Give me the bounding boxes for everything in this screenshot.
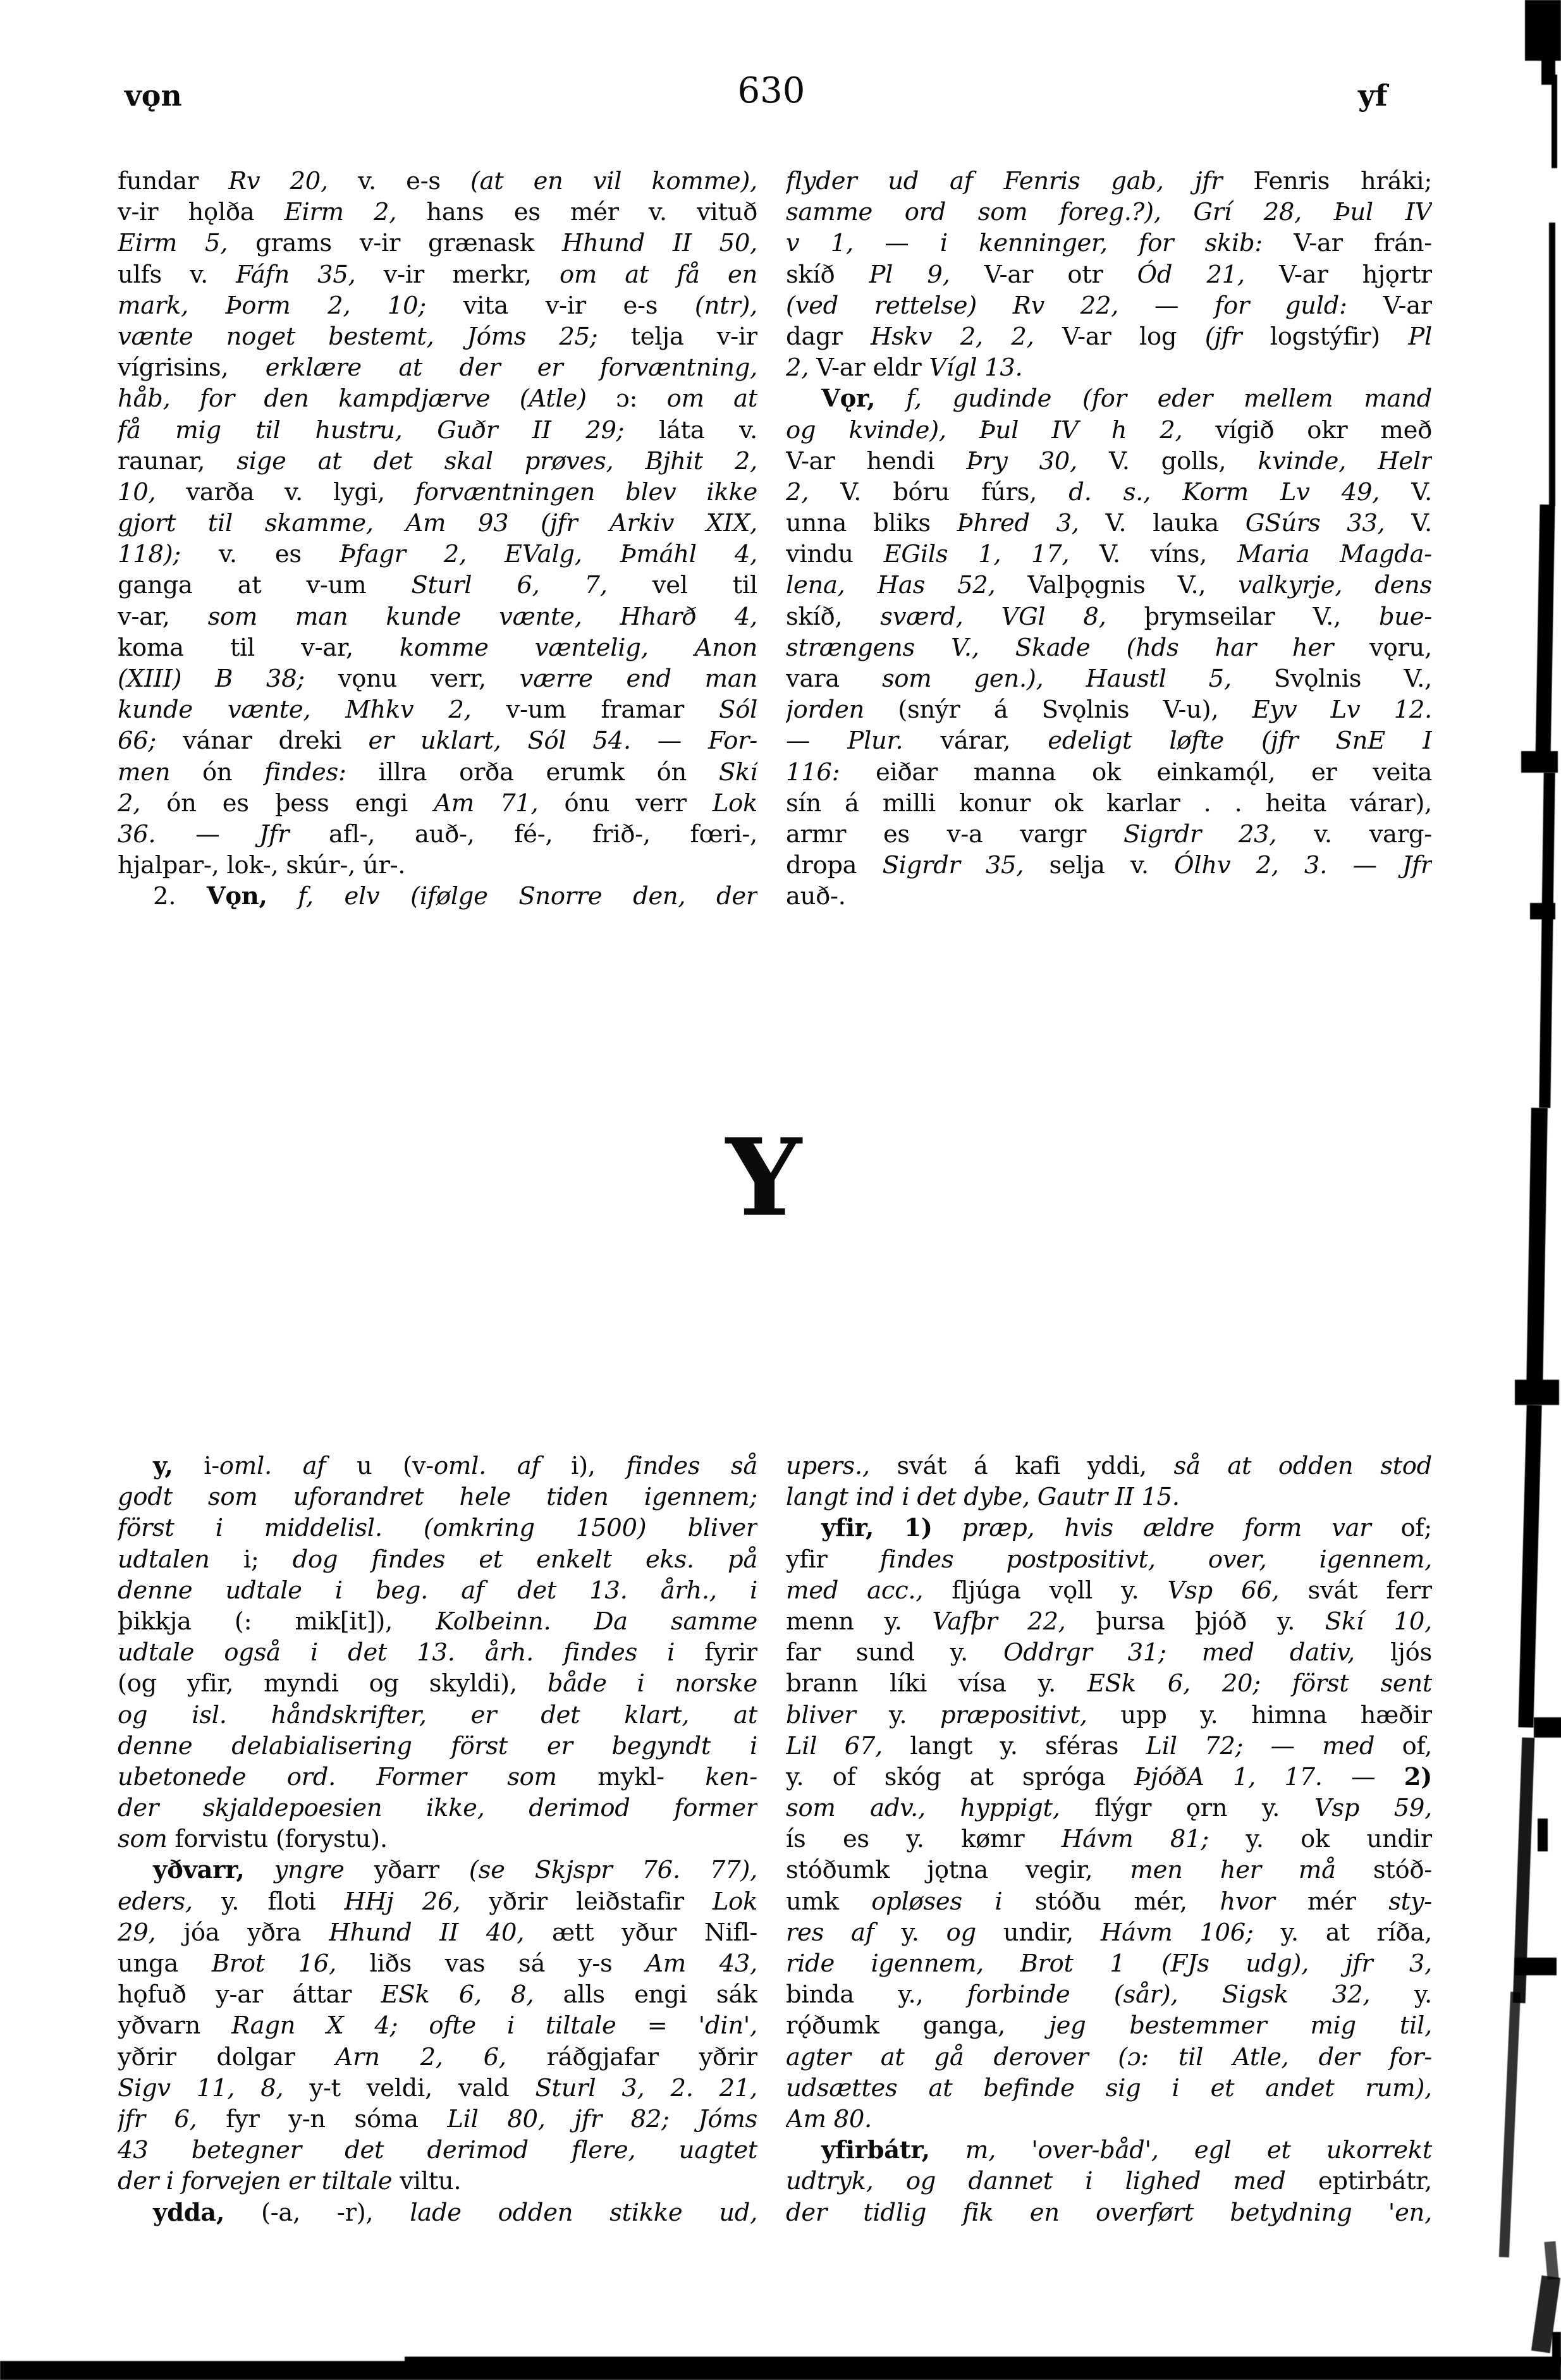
text-line: mark, Þorm 2, 10; vita v-ir e-s (ntr),: [118, 291, 757, 320]
text-line: Vǫr, f, gudinde (for eder mellem mand: [821, 384, 1432, 414]
text-line: håb, for den kampdjærve (Atle) ɔ: om at: [118, 384, 757, 414]
text-line: 10, varða v. lygi, forvæntningen blev ikke: [118, 477, 757, 506]
text-line: yfir findes postpositivt, over, igennem,: [786, 1545, 1432, 1574]
top-right-column: [786, 166, 1432, 912]
text-line: udtalen i; dog findes et enkelt eks. på: [118, 1545, 757, 1574]
scan-artifact: [1544, 2241, 1558, 2279]
text-line: dagr Hskv 2, 2, V-ar log (jfr logstýfir) Pl: [786, 322, 1432, 351]
scan-artifact: [1530, 903, 1555, 919]
text-line: og kvinde), Þul IV h 2, vígið okr með: [786, 415, 1432, 445]
text-line: först i middelisl. (omkring 1500) bliver: [118, 1514, 757, 1543]
bottom-right-column: [786, 1451, 1432, 2228]
text-line: 2. Vǫn, f, elv (ifølge Snorre den, der: [153, 882, 757, 911]
text-line: langt ind i det dybe, Gautr II 15.: [786, 1483, 1180, 1512]
text-line: vænte noget bestemt, Jóms 25; telja v-ir: [118, 322, 757, 351]
page-number: 630: [737, 70, 805, 111]
text-line: ydda, (-a, -r), lade odden stikke ud,: [153, 2198, 757, 2227]
scan-artifact: [1499, 1992, 1521, 2257]
text-line: 2, ón es þess engi Am 71, ónu verr Lok: [118, 788, 757, 818]
text-line: vara som gen.), Haustl 5, Svǫlnis V.,: [786, 665, 1432, 693]
text-line: gjort til skamme, Am 93 (jfr Arkiv XIX,: [118, 509, 757, 538]
text-line: dropa Sigrdr 35, selja v. Ólhv 2, 3. — Jfr: [786, 851, 1432, 880]
text-line: ganga at v-um Sturl 6, 7, vel til: [118, 571, 757, 600]
text-line: bliver y. præpositivt, upp y. himna hæðir: [786, 1700, 1432, 1729]
text-line: V-ar hendi Þry 30, V. golls, kvinde, Helr: [786, 446, 1432, 475]
text-line: unga Brot 16, liðs vas sá y-s Am 43,: [118, 1949, 757, 1978]
scan-artifact: [1538, 1819, 1548, 1851]
text-line: 43 betegner det derimod flere, uagtet: [118, 2136, 757, 2165]
text-line: som forvistu (forystu).: [118, 1825, 388, 1854]
section-divider-letter: Y: [726, 1115, 802, 1240]
text-line: menn y. Vafþr 22, þursa þjóð y. Skí 10,: [786, 1607, 1432, 1636]
text-line: denne udtale i beg. af det 13. årh., i: [118, 1576, 757, 1605]
text-line: koma til v-ar, komme væntelig, Anon: [118, 633, 757, 662]
text-line: armr es v-a vargr Sigrdr 23, v. varg-: [786, 819, 1432, 849]
text-line: og isl. håndskrifter, er det klart, at: [118, 1700, 757, 1729]
text-line: far sund y. Oddrgr 31; med dativ, ljós: [786, 1638, 1432, 1667]
text-line: der i forvejen er tiltale viltu.: [118, 2167, 462, 2196]
text-line: 36. — Jfr afl-, auð-, fé-, frið-, fœri-,: [118, 819, 757, 849]
text-line: udtryk, og dannet i lighed med eptirbátr,: [786, 2167, 1432, 2196]
text-line: skíð Pl 9, V-ar otr Ód 21, V-ar hjǫrtr: [786, 260, 1432, 289]
text-line: flyder ud af Fenris gab, jfr Fenris hráki;: [786, 167, 1432, 195]
text-line: skíð, sværd, VGl 8, þrymseilar V., bue-: [786, 602, 1432, 631]
text-line: vígrisins, erklære at der er forvæntning,: [118, 353, 757, 383]
running-head-left: vǫn: [125, 78, 182, 113]
text-line: yðvarn Ragn X 4; ofte i tiltale = 'din',: [118, 2011, 757, 2040]
scan-artifact: [1539, 773, 1555, 1108]
scan-artifact: [0, 2361, 1561, 2380]
text-line: unna bliks Þhred 3, V. lauka GSúrs 33, V.: [786, 509, 1432, 538]
text-line: få mig til hustru, Guðr II 29; láta v.: [118, 415, 757, 445]
text-line: umk opløses i stóðu mér, hvor mér sty-: [786, 1887, 1432, 1916]
text-line: raunar, sige at det skal prøves, Bjhit 2,: [118, 446, 757, 475]
text-line: (XIII) B 38; vǫnu verr, værre end man: [118, 665, 757, 693]
text-line: þikkja (: mik[it]), Kolbeinn. Da samme: [118, 1607, 757, 1636]
text-line: (og yfir, myndi og skyldi), både i norske: [118, 1669, 757, 1698]
text-line: yðrir dolgar Arn 2, 6, ráðgjafar yðrir: [118, 2042, 757, 2071]
scan-artifact: [1515, 1380, 1559, 1405]
text-line: hǫfuð y-ar áttar ESk 6, 8, alls engi sák: [118, 1980, 757, 2009]
text-line: men ón findes: illra orða erumk ón Skí: [118, 758, 757, 787]
text-line: udtale også i det 13. årh. findes i fyrir: [118, 1638, 757, 1667]
text-line: v-ir hǫlða Eirm 2, hans es mér v. vituð: [118, 198, 757, 227]
text-line: strængens V., Skade (hds har her vǫru,: [786, 633, 1432, 662]
text-line: udsættes at befinde sig i et andet rum),: [786, 2073, 1432, 2102]
text-line: 116: eiðar manna ok einkamǫ́l, er veita: [786, 758, 1432, 787]
scan-artifact: [1525, 0, 1561, 61]
text-line: brann líki vísa y. ESk 6, 20; först sent: [786, 1669, 1432, 1698]
text-line: v 1, — i kenninger, for skib: V-ar frán-: [786, 229, 1432, 258]
text-line: y. of skóg at spróga ÞjóðA 1, 17. — 2): [786, 1762, 1432, 1791]
text-line: denne delabialisering först er begyndt i: [118, 1731, 757, 1760]
text-line: der tidlig fik en overført betydning 'en,: [786, 2198, 1432, 2227]
top-left-column: [118, 166, 757, 912]
text-line: res af y. og undir, Hávm 106; y. at ríða,: [786, 1918, 1432, 1947]
text-line: lena, Has 52, Valþǫgnis V., valkyrje, dens: [786, 571, 1432, 600]
text-line: der skjaldepoesien ikke, derimod former: [118, 1794, 757, 1823]
text-line: ulfs v. Fáfn 35, v-ir merkr, om at få en: [118, 260, 757, 289]
text-line: ubetonede ord. Former som mykl- ken-: [118, 1762, 757, 1791]
scan-artifact: [1549, 223, 1555, 506]
text-line: sín á milli konur ok karlar . . heita várar),: [786, 788, 1432, 818]
text-line: ís es y. kømr Hávm 81; y. ok undir: [786, 1825, 1432, 1854]
text-line: yfir, 1) præp, hvis ældre form var of;: [821, 1514, 1432, 1543]
text-line: — Plur. várar, edeligt løfte (jfr SnE I: [786, 727, 1432, 756]
text-line: stóðumk jǫtna vegir, men her må stóð-: [786, 1856, 1432, 1885]
text-line: hjalpar-, lok-, skúr-, úr-.: [118, 851, 406, 880]
text-line: med acc., fljúga vǫll y. Vsp 66, svát ferr: [786, 1576, 1432, 1605]
text-line: Eirm 5, grams v-ir grænask Hhund II 50,: [118, 229, 757, 258]
text-line: 2, V-ar eldr Vígl 13.: [786, 353, 1023, 383]
text-line: Am 80.: [786, 2104, 872, 2133]
text-line: y, i-oml. af u (v-oml. af i), findes så: [153, 1452, 757, 1480]
text-line: 2, V. bóru fúrs, d. s., Korm Lv 49, V.: [786, 477, 1432, 506]
text-line: fundar Rv 20, v. e-s (at en vil komme),: [118, 167, 757, 195]
running-head-right: yf: [1358, 78, 1388, 113]
bottom-left-column: [118, 1451, 757, 2228]
text-line: som adv., hyppigt, flýgr ǫrn y. Vsp 59,: [786, 1794, 1432, 1823]
text-line: 118); v. es Þfagr 2, EValg, Þmáhl 4,: [118, 540, 757, 569]
text-line: yfirbátr, m, 'over-båd', egl et ukorrekt: [821, 2136, 1432, 2165]
text-line: (ved rettelse) Rv 22, — for guld: V-ar: [786, 291, 1432, 320]
scan-artifact: [1518, 1405, 1541, 1727]
text-line: agter at gå derover (ɔ: til Atle, der for-: [786, 2042, 1432, 2071]
text-line: Lil 67, langt y. sféras Lil 72; — med of,: [786, 1731, 1432, 1760]
text-line: binda y., forbinde (sår), Sigsk 32, y.: [786, 1980, 1432, 2009]
text-line: samme ord som foreg.?), Grí 28, Þul IV: [786, 198, 1432, 227]
scan-artifact: [1515, 1958, 1557, 1975]
text-line: jfr 6, fyr y-n sóma Lil 80, jfr 82; Jóms: [118, 2104, 757, 2133]
text-line: kunde vænte, Mhkv 2, v-um framar Sól: [118, 696, 757, 725]
text-line: 29, jóa yðra Hhund II 40, ætt yður Nifl-: [118, 1918, 757, 1947]
text-line: vindu EGils 1, 17, V. víns, Maria Magda-: [786, 540, 1432, 569]
text-line: 66; vánar dreki er uklart, Sól 54. — For-: [118, 727, 757, 756]
scan-artifact: [1552, 75, 1557, 168]
text-line: Sigv 11, 8, y-t veldi, vald Sturl 3, 2. 21,: [118, 2073, 757, 2102]
text-line: yðvarr, yngre yðarr (se Skjspr 76. 77),: [153, 1856, 757, 1885]
text-line: rǫ́ðumk ganga, jeg bestemmer mig til,: [786, 2011, 1432, 2040]
text-line: jorden (snýr á Svǫlnis V-u), Eyv Lv 12.: [786, 696, 1432, 725]
scan-artifact: [1534, 1717, 1561, 1738]
text-line: auð-.: [786, 882, 846, 911]
scan-artifact: [1526, 1108, 1548, 1389]
scan-artifact: [1521, 751, 1558, 773]
text-line: eders, y. floti HHj 26, yðrir leiðstafir Lok: [118, 1887, 757, 1916]
text-line: v-ar, som man kunde vænte, Hharð 4,: [118, 602, 757, 631]
text-line: upers., svát á kafi yddi, så at odden stod: [786, 1452, 1432, 1480]
text-line: godt som uforandret hele tiden igennem;: [118, 1483, 757, 1512]
scan-artifact: [1535, 505, 1555, 761]
text-line: ride igennem, Brot 1 (FJs udg), jfr 3,: [786, 1949, 1432, 1978]
